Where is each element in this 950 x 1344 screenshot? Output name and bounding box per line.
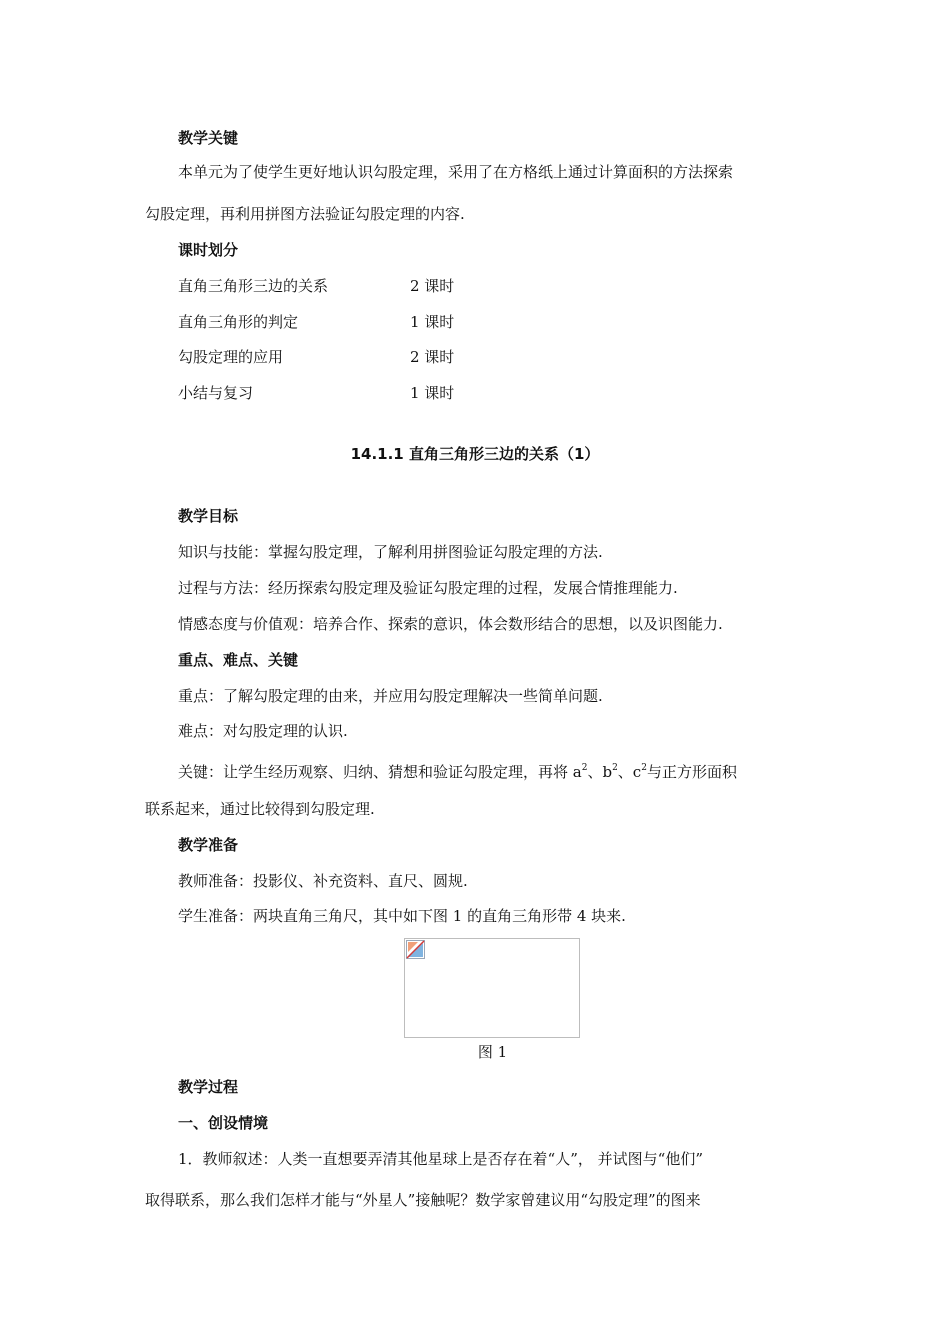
- lesson-title: 14.1.1 直角三角形三边的关系（1）: [350, 445, 600, 463]
- key-text: 关键：让学生经历观察、归纳、猜想和验证勾股定理，再将 a: [178, 763, 582, 781]
- paragraph-line: 勾股定理，再利用拼图方法验证勾股定理的内容.: [145, 205, 465, 223]
- schedule-hours: 1 课时: [410, 313, 455, 331]
- paragraph-line: 1．教师叙述：人类一直想要弄清其他星球上是否存在着“人”， 并试图与“他们”: [178, 1150, 703, 1168]
- superscript: 2: [612, 763, 618, 773]
- section-heading-goals: 教学目标: [178, 507, 239, 525]
- schedule-hours: 2 课时: [410, 277, 455, 295]
- key-text: 与正方形面积: [646, 763, 737, 781]
- difficulty-line: 难点：对勾股定理的认识.: [178, 722, 348, 740]
- paragraph-line: 取得联系，那么我们怎样才能与“外星人”接触呢？数学家曾建议用“勾股定理”的图来: [145, 1191, 701, 1209]
- goal-line: 知识与技能：掌握勾股定理，了解利用拼图验证勾股定理的方法.: [178, 543, 603, 561]
- section-heading-focus: 重点、难点、关键: [178, 651, 299, 669]
- section-heading-key: 教学关键: [178, 129, 239, 147]
- section-heading-process: 教学过程: [178, 1078, 239, 1096]
- schedule-hours: 1 课时: [410, 384, 455, 402]
- paragraph-line: 本单元为了使学生更好地认识勾股定理，采用了在方格纸上通过计算面积的方法探索: [178, 163, 734, 181]
- student-prep-line: 学生准备：两块直角三角尺，其中如下图 1 的直角三角形带 4 块来.: [178, 907, 626, 925]
- section-heading-prep: 教学准备: [178, 836, 239, 854]
- superscript: 2: [641, 763, 647, 773]
- section-heading-schedule: 课时划分: [178, 241, 239, 259]
- schedule-topic: 小结与复习: [178, 384, 254, 402]
- subsection-heading: 一、创设情境: [178, 1114, 269, 1132]
- key-line: 联系起来，通过比较得到勾股定理.: [145, 800, 375, 818]
- broken-image-icon: [406, 940, 425, 959]
- superscript: 2: [581, 763, 588, 773]
- key-point-line: 重点：了解勾股定理的由来，并应用勾股定理解决一些简单问题.: [178, 687, 603, 705]
- schedule-topic: 直角三角形的判定: [178, 313, 299, 331]
- goal-line: 情感态度与价值观：培养合作、探索的意识，体会数形结合的思想，以及识图能力.: [178, 615, 723, 633]
- schedule-topic: 直角三角形三边的关系: [178, 277, 329, 295]
- key-text: 、b: [587, 763, 613, 781]
- key-line: [178, 758, 737, 782]
- figure-1-image: [404, 938, 580, 1038]
- teacher-prep-line: 教师准备：投影仪、补充资料、直尺、圆规.: [178, 872, 468, 890]
- schedule-topic: 勾股定理的应用: [178, 348, 284, 366]
- goal-line: 过程与方法：经历探索勾股定理及验证勾股定理的过程，发展合情推理能力.: [178, 579, 678, 597]
- key-text: 、c: [617, 763, 642, 781]
- figure-caption: 图 1: [477, 1043, 508, 1061]
- schedule-hours: 2 课时: [410, 348, 455, 366]
